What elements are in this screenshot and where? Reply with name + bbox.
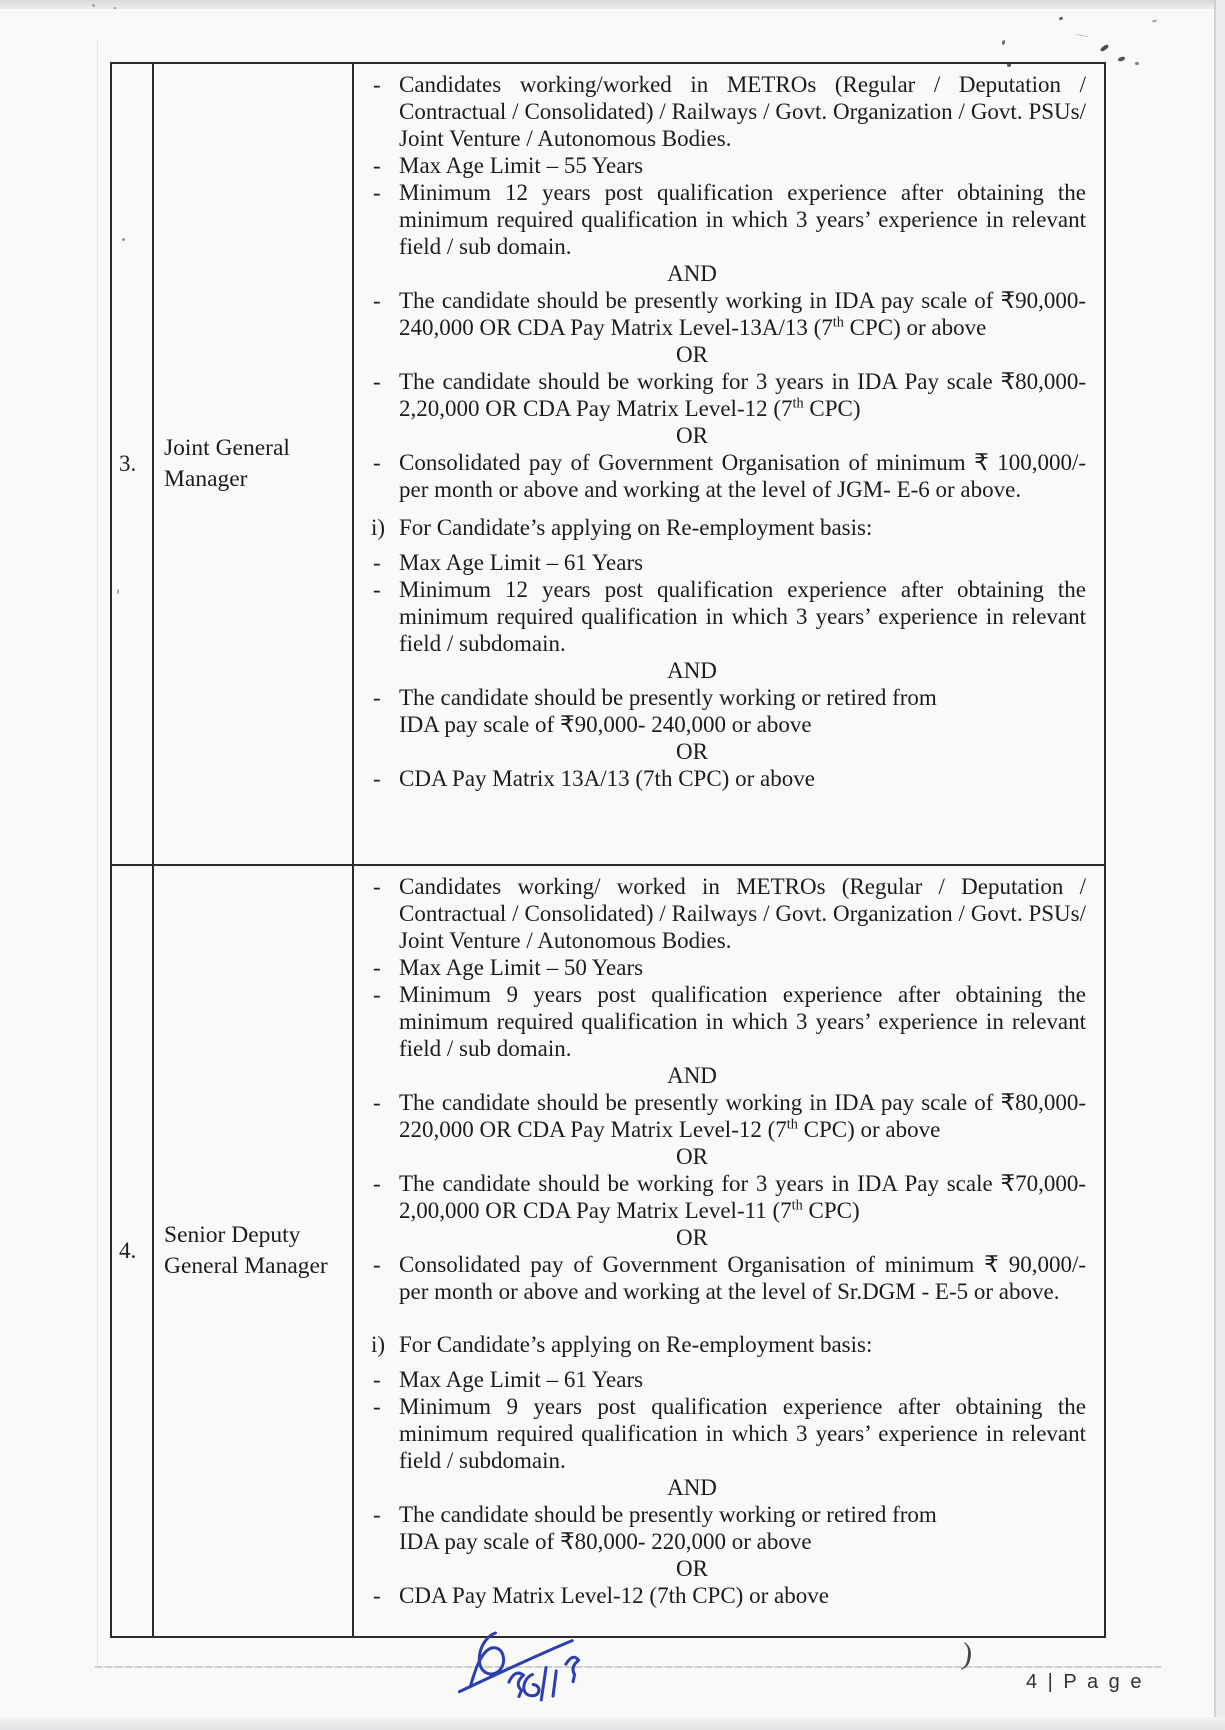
item-marker: - [373,1367,381,1392]
criteria-item [370,981,1086,1062]
connector-or: OR [676,1225,708,1250]
connector-or: OR [676,1144,708,1169]
criteria-item [370,1089,1086,1143]
criteria-item [370,873,1086,954]
row-number-cell [112,866,154,1636]
item-marker: - [373,1394,381,1419]
item-text: Minimum 9 years post qualification experience after obtaining the minimum required qualification in which 3 years’ experience in relevant field / sub domain. [399,982,1086,1061]
criteria-item [370,549,1086,576]
ink-speck [1152,19,1157,22]
item-text: Minimum 12 years post qualification experience after obtaining the minimum required qualification in which 3 years’ experience in relevant field / subdomain. [399,577,1086,656]
connector-and: AND [667,1063,717,1088]
row-number-cell [112,64,154,864]
item-marker: - [373,874,381,899]
item-text: The candidate should be presently working or retired from IDA pay scale of ₹80,000- 220,000 or above [399,1502,937,1554]
ink-speck [1118,56,1126,62]
connector-and: AND [667,261,717,286]
connector-or: OR [676,342,708,367]
item-text: For Candidate’s applying on Re-employment basis: [399,515,873,540]
scan-edge-right [1216,0,1225,1730]
ink-speck [1135,62,1139,65]
criteria-item [370,179,1086,260]
item-text: For Candidate’s applying on Re-employment basis: [399,1332,873,1357]
item-text: Consolidated pay of Government Organisation of minimum ₹ 100,000/- per month or above and working at the level of JGM- E-6 or above. [399,450,1086,502]
connector-and: AND [667,658,717,683]
item-marker: - [373,1171,381,1196]
footer-divider-line [95,1666,1161,1668]
item-marker: - [373,955,381,980]
connector-or: OR [676,739,708,764]
item-text: Max Age Limit – 55 Years [399,153,644,178]
eligibility-table [110,62,1106,1638]
connector-and: AND [667,1475,717,1500]
item-marker: - [373,1502,381,1527]
item-marker: - [373,550,381,575]
item-text: Candidates working/worked in METROs (Regular / Deputation / Contractual / Consolidated) / Railways / Govt. Organization / Govt. PSUs/ Joint Venture / Autonomous Bodies. [399,72,1086,151]
item-text: Consolidated pay of Government Organisation of minimum ₹ 90,000/- per month or above and working at the level of Sr.DGM - E-5 or above. [399,1252,1086,1304]
reemployment-heading [370,1331,1086,1358]
post-title: Senior Deputy General Manager [164,1222,328,1279]
criteria-item [370,152,1086,179]
item-marker: - [373,153,381,178]
criteria-item [370,765,1086,792]
item-text: The candidate should be working for 3 years in IDA Pay scale ₹70,000-2,00,000 OR CDA Pay Matrix Level-11 (7th CPC) [399,1171,1086,1223]
scan-edge-bottom [0,1717,1225,1730]
item-marker: - [373,369,381,394]
table-row [112,64,1104,864]
criteria-item [370,1582,1086,1609]
connector-or: OR [676,423,708,448]
item-marker: - [373,577,381,602]
criteria-item [370,954,1086,981]
table-row [112,864,1104,1636]
item-text: Minimum 12 years post qualification experience after obtaining the minimum required qualification in which 3 years’ experience in relevant field / sub domain. [399,180,1086,259]
item-marker: - [373,982,381,1007]
item-marker: - [373,1583,381,1608]
criteria-item [370,684,1086,738]
criteria-item [370,576,1086,657]
ink-speck [1001,40,1006,46]
criteria-item [370,287,1086,341]
item-marker: - [373,685,381,710]
item-text: Max Age Limit – 61 Years [399,550,644,575]
ink-speck [1059,16,1064,21]
connector-or: OR [676,1556,708,1581]
item-marker: - [373,766,381,791]
row-title-cell [154,866,354,1636]
row-criteria-cell [354,866,1104,1636]
scan-edge-top [0,0,1225,9]
scan-fold-line [97,40,98,1665]
signature-mark [449,1614,630,1721]
row-number: 3. [119,451,137,476]
criteria-item [370,368,1086,422]
item-text: The candidate should be working for 3 years in IDA Pay scale ₹80,000-2,20,000 OR CDA Pay Matrix Level-12 (7th CPC) [399,369,1086,421]
row-criteria-cell [354,64,1104,864]
item-marker: - [373,72,381,97]
item-text: Max Age Limit – 50 Years [399,955,644,980]
criteria-item [370,1170,1086,1224]
row-number: 4. [119,1238,137,1263]
item-marker: - [373,288,381,313]
post-title: Joint General Manager [164,435,290,492]
item-marker: - [373,1090,381,1115]
criteria-item [370,71,1086,152]
item-text: CDA Pay Matrix Level-12 (7th CPC) or above [399,1583,829,1608]
criteria-item [370,1251,1086,1305]
pen-paren-mark: ) [959,1635,975,1672]
item-text: CDA Pay Matrix 13A/13 (7th CPC) or above [399,766,815,791]
item-text: The candidate should be presently working in IDA pay scale of ₹90,000- 240,000 OR CDA Pay Matrix Level-13A/13 (7th CPC) or above [399,288,1086,340]
item-marker: - [373,1252,381,1277]
item-text: Minimum 9 years post qualification experience after obtaining the minimum required qualification in which 3 years’ experience in relevant field / subdomain. [399,1394,1086,1473]
reemployment-heading [370,514,1086,541]
item-text: The candidate should be presently working in IDA pay scale of ₹80,000- 220,000 OR CDA Pay Matrix Level-12 (7th CPC) or above [399,1090,1086,1142]
item-text: Candidates working/ worked in METROs (Regular / Deputation / Contractual / Consolidated) / Railways / Govt. Organization / Govt. PSUs/ Joint Venture / Autonomous Bodies. [399,874,1086,953]
ink-speck [1075,34,1089,38]
row-title-cell [154,64,354,864]
page-number-label: 4 | P a g e [1026,1671,1144,1693]
item-marker: i) [371,515,386,540]
ink-speck [113,7,117,9]
ink-speck [1100,44,1110,52]
item-text: The candidate should be presently working or retired from IDA pay scale of ₹90,000- 240,000 or above [399,685,937,737]
criteria-item [370,1501,1086,1555]
ink-speck [92,4,95,7]
item-marker: i) [371,1332,386,1357]
item-marker: - [373,450,381,475]
criteria-item [370,1366,1086,1393]
item-text: Max Age Limit – 61 Years [399,1367,644,1392]
item-marker: - [373,180,381,205]
criteria-item [370,449,1086,503]
criteria-item [370,1393,1086,1474]
